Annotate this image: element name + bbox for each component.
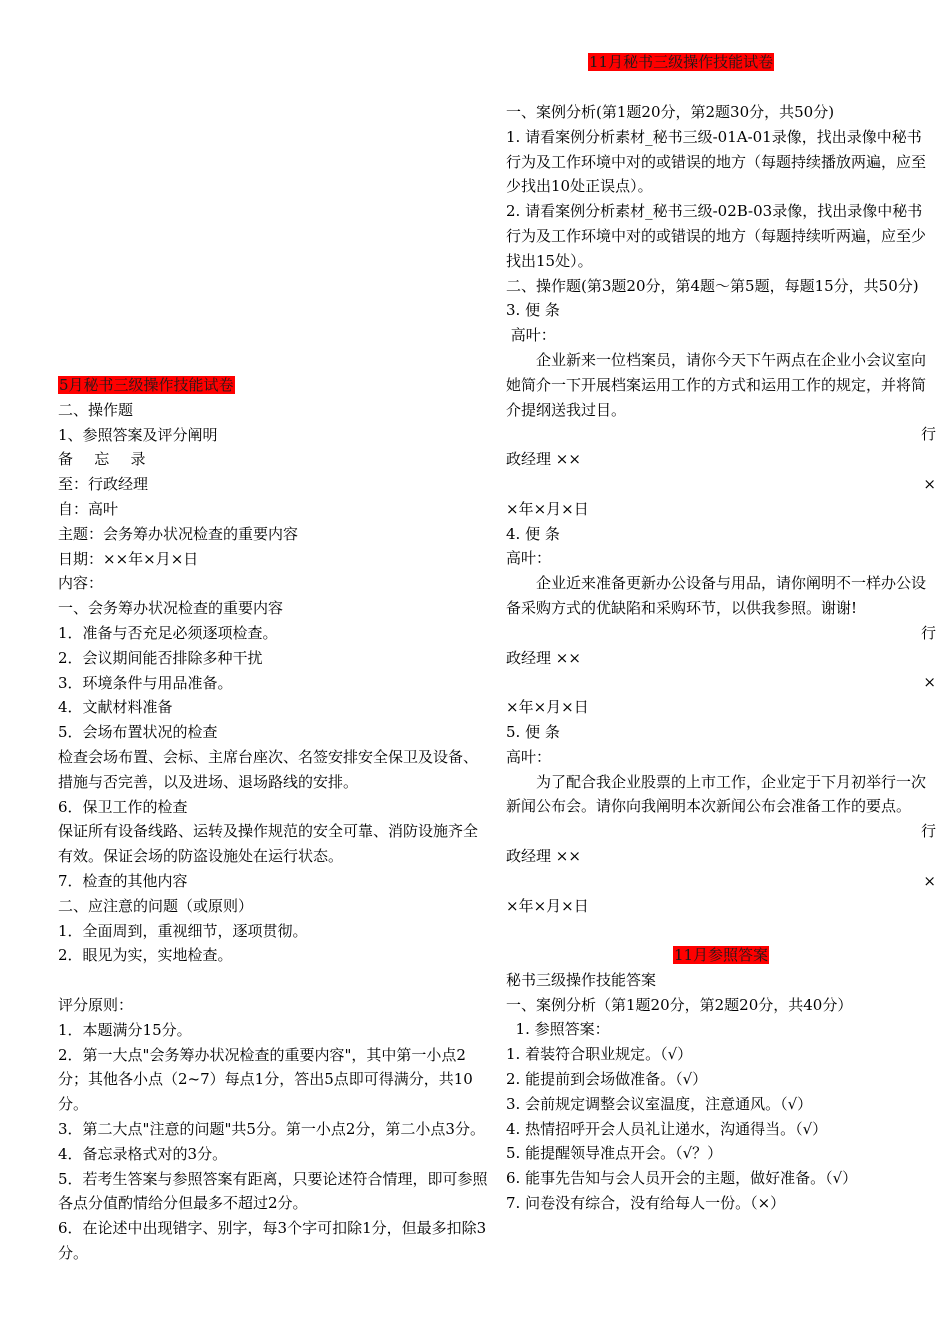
question-5-title: 5. 便 条 — [506, 722, 560, 741]
note-recipient: 高叶： — [506, 549, 552, 568]
text-line: 1．准备与否充足必须逐项检查。 — [58, 623, 278, 642]
text-line: 6．保卫工作的检查 — [58, 797, 188, 816]
answer-ref: 1. 参照答案： — [506, 1020, 610, 1039]
answer-item: 6. 能事先告知与会人员开会的主题，做好准备。（√） — [506, 1169, 858, 1188]
text-line: 4．备忘录格式对的3分。 — [58, 1144, 228, 1163]
blank-line — [58, 968, 490, 993]
section-heading: 一、案例分析(第1题20分，第2题30分，共50分) — [506, 103, 835, 121]
text-paragraph: 检查会场布置、会标、主席台座次、名签安排安全保卫及设备、措施与否完善，以及进场、退场路线的安排。 — [58, 747, 479, 791]
answer-item: 7. 问卷没有综合，没有给每人一份。（×） — [506, 1194, 786, 1213]
note-recipient: 高叶： — [506, 326, 556, 345]
text-line: 二、操作题 — [58, 400, 134, 419]
blank-line — [506, 918, 936, 943]
date-a: × — [923, 871, 936, 890]
title-highlight: 11月参照答案 — [673, 946, 769, 965]
date-b: ×年×月×日 — [506, 896, 589, 915]
question-3-title: 3. 便 条 — [506, 301, 560, 320]
question-2: 2. 请看案例分析素材_秘书三级-02B-03录像，找出录像中秘书行为及工作环境中对的或错误的地方（每题持续听两遍，应至少找出15处）。 — [506, 202, 927, 270]
note-body: 为了配合我企业股票的上市工作，企业定于下月初举行一次新闻公布会。请你向我阐明本次新闻公布会准备工作的要点。 — [506, 772, 927, 816]
signature-a: 行 — [920, 623, 936, 642]
signature-b: 政经理 ×× — [506, 450, 581, 469]
text-line: 内容： — [58, 574, 104, 593]
text-line: 5．会场布置状况的检查 — [58, 723, 218, 742]
text-paragraph: 3．第二大点"注意的问题"共5分。第一小点2分，第二小点3分。 — [58, 1119, 485, 1138]
answer-item: 5. 能提醒领导准点开会。（√？） — [506, 1144, 723, 1163]
note-recipient: 高叶： — [506, 747, 552, 766]
answer-title — [506, 943, 936, 968]
memo-heading: 备 忘 录 — [58, 450, 154, 469]
text-paragraph: 6．在论述中出现错字、别字，每3个字可扣除1分，但最多扣除3分。 — [58, 1219, 487, 1262]
answer-item: 2. 能提前到会场做准备。（√） — [506, 1070, 708, 1089]
text-paragraph: 保证所有设备线路、运转及操作规范的安全可靠、消防设施齐全有效。保证会场的防盗设施处在运行状态。 — [58, 822, 479, 866]
text-line: 4．文献材料准备 — [58, 698, 173, 717]
date-b: ×年×月×日 — [506, 499, 589, 518]
date-a: × — [923, 474, 936, 493]
date-b: ×年×月×日 — [506, 698, 589, 717]
text-line: 2．眼见为实，实地检查。 — [58, 946, 233, 965]
text-line: 1．本题满分15分。 — [58, 1020, 192, 1039]
right-column-title — [588, 52, 774, 72]
question-4-title: 4. 便 条 — [506, 524, 560, 543]
text-line: 7．检查的其他内容 — [58, 871, 188, 890]
signature-b: 政经理 ×× — [506, 648, 581, 667]
text-paragraph: 5．若考生答案与参照答案有距离，只要论述符合情理，即可参照各点分值酌情给分但最多不超过2分。 — [58, 1169, 488, 1213]
answer-item: 1. 着装符合职业规定。（√） — [506, 1045, 693, 1064]
left-column — [58, 373, 490, 1266]
signature-a: 行 — [920, 425, 936, 444]
note-body: 企业近来准备更新办公设备与用品，请你阐明不一样办公设备采购方式的优缺陷和采购环节，以供我参照。谢谢! — [506, 574, 927, 617]
title-highlight: 11月秘书三级操作技能试卷 — [589, 53, 774, 71]
text-line: 日期：××年×月×日 — [58, 549, 199, 568]
date-a: × — [923, 673, 936, 692]
text-line: 1、参照答案及评分阐明 — [58, 425, 218, 444]
text-line: 1．全面周到，重视细节，逐项贯彻。 — [58, 921, 308, 940]
text-line: 一、会务筹办状况检查的重要内容 — [58, 599, 284, 618]
note-body: 企业新来一位档案员，请你今天下午两点在企业小会议室向她简介一下开展档案运用工作的方式和运用工作的规定，并将简介提纲送我过目。 — [506, 350, 927, 419]
text-line: 至：行政经理 — [58, 475, 149, 494]
question-1: 1. 请看案例分析素材_秘书三级-01A-01录像，找出录像中秘书行为及工作环境中对的或错误的地方（每题持续播放两遍，应至少找出10处正误点）。 — [506, 127, 927, 196]
title-highlight: 5月秘书三级操作技能试卷 — [59, 376, 234, 394]
section-heading: 二、操作题(第3题20分，第4题～第5题，每题15分，共50分) — [506, 276, 919, 295]
text-line: 二、应注意的问题（或原则） — [58, 896, 254, 915]
answer-subtitle: 秘书三级操作技能答案 — [506, 970, 657, 989]
signature-b: 政经理 ×× — [506, 846, 581, 865]
answer-item: 4. 热情招呼开会人员礼让递水，沟通得当。（√） — [506, 1119, 828, 1138]
answer-item: 3. 会前规定调整会议室温度，注意通风。（√） — [506, 1094, 813, 1113]
answer-section: 一、案例分析（第1题20分，第2题20分，共40分） — [506, 995, 853, 1014]
signature-a: 行 — [920, 822, 936, 841]
text-line: 主题：会务筹办状况检查的重要内容 — [58, 524, 299, 543]
left-column-title — [58, 373, 490, 398]
text-line: 2．会议期间能否排除多种干扰 — [58, 648, 263, 667]
text-paragraph: 2．第一大点"会务筹办状况检查的重要内容"，其中第一小点2分；其他各小点（2~7）每点1分，答出5点即可得满分，共10分。 — [58, 1045, 473, 1114]
text-line: 自：高叶 — [58, 499, 119, 518]
text-line: 评分原则： — [58, 995, 134, 1014]
text-line: 3．环境条件与用品准备。 — [58, 673, 233, 692]
right-column — [506, 100, 936, 1216]
